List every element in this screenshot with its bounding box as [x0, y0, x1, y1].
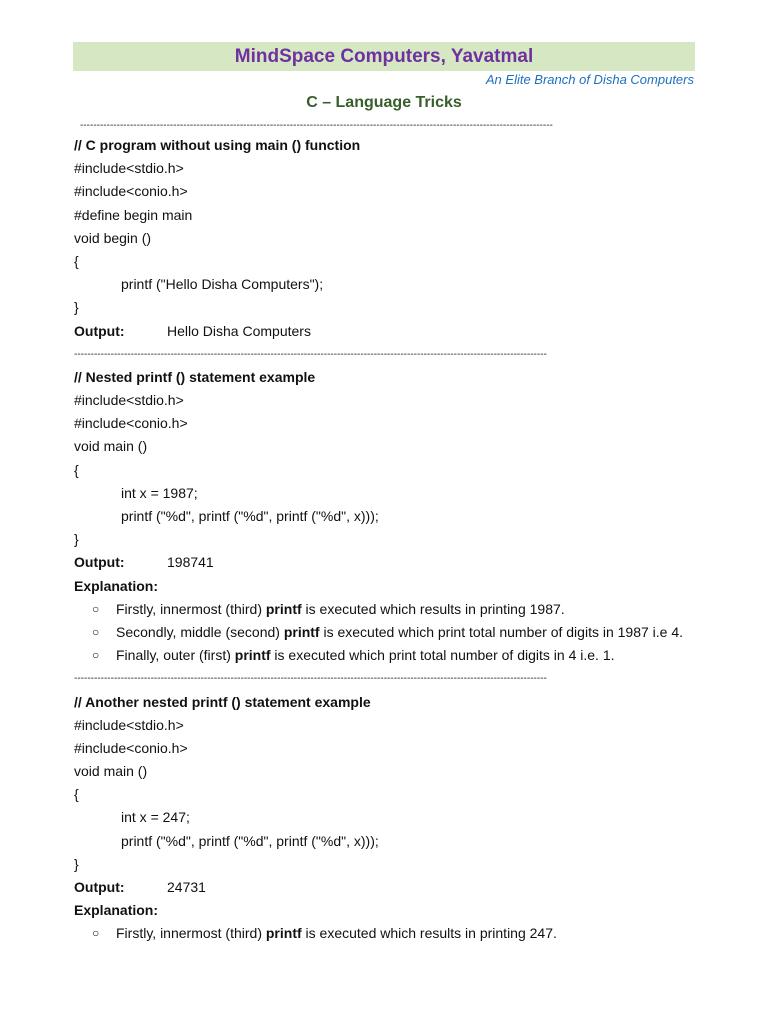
bullet-text: Secondly, middle (second) printf is executed which print total number of digits in 1987 i.e 4. — [116, 623, 684, 640]
code-line: { — [74, 461, 79, 478]
code-line: } — [74, 299, 79, 316]
output-row — [74, 876, 694, 899]
document-body — [74, 116, 694, 946]
code-line: #include<stdio.h> — [74, 392, 184, 409]
explanation-label: Explanation: — [74, 902, 159, 919]
code-line: } — [74, 531, 79, 548]
code-line: #include<conio.h> — [74, 183, 188, 200]
output-label: Output: — [74, 879, 125, 896]
bullet-text: Firstly, innermost (third) printf is executed which results in printing 1987. — [116, 600, 565, 617]
org-name: MindSpace Computers, Yavatmal — [234, 45, 534, 67]
explanation-bullet — [74, 644, 694, 667]
code-line: printf ("%d", printf ("%d", printf ("%d", x))); — [121, 508, 379, 524]
code-line: int x = 247; — [121, 809, 190, 826]
explanation-bullet — [74, 922, 694, 945]
separator: ---------------------------------------------------------------------------------------------------------------------------------------------- — [74, 673, 547, 685]
output-value: Hello Disha Computers — [167, 322, 311, 339]
circle-bullet-icon: ○ — [92, 648, 100, 663]
code-line: void begin () — [74, 229, 152, 246]
output-value: 198741 — [167, 554, 214, 571]
section-comment: // C program without using main () function — [74, 137, 361, 153]
output-row — [74, 320, 694, 343]
code-line: int x = 1987; — [121, 484, 198, 501]
section-comment: // Nested printf () statement example — [74, 368, 316, 385]
separator: ---------------------------------------------------------------------------------------------------------------------------------------------- — [74, 348, 547, 360]
code-line: #include<conio.h> — [74, 739, 188, 756]
code-line: printf ("Hello Disha Computers"); — [121, 276, 324, 293]
code-line: { — [74, 786, 79, 803]
explanation-bullet — [74, 621, 694, 644]
circle-bullet-icon: ○ — [92, 926, 100, 941]
output-label: Output: — [74, 554, 125, 571]
org-tagline: An Elite Branch of Disha Computers — [485, 72, 694, 87]
code-line: #include<stdio.h> — [74, 160, 184, 177]
section-comment: // Another nested printf () statement example — [74, 693, 371, 710]
code-line: void main () — [74, 438, 148, 455]
bullet-text: Firstly, innermost (third) printf is executed which results in printing 247. — [116, 925, 557, 942]
code-line: } — [74, 855, 79, 872]
explanation-label: Explanation: — [74, 577, 159, 594]
code-line: void main () — [74, 763, 148, 780]
code-line: #define begin main — [74, 206, 193, 223]
output-value: 24731 — [167, 879, 206, 896]
org-banner — [73, 42, 695, 71]
code-line: #include<conio.h> — [74, 415, 188, 432]
bullet-text: Finally, outer (first) printf is executed which print total number of digits in 4 i.e. 1. — [116, 647, 615, 664]
code-line: { — [74, 252, 79, 269]
code-line: #include<stdio.h> — [74, 716, 184, 733]
code-line: printf ("%d", printf ("%d", printf ("%d", x))); — [121, 832, 379, 849]
circle-bullet-icon: ○ — [92, 601, 100, 616]
output-row — [74, 551, 694, 574]
output-label: Output: — [74, 322, 125, 339]
circle-bullet-icon: ○ — [92, 624, 100, 639]
document-title: C – Language Tricks — [306, 94, 462, 111]
explanation-bullet — [74, 598, 694, 621]
separator: ---------------------------------------------------------------------------------------------------------------------------------------------- — [80, 120, 553, 131]
